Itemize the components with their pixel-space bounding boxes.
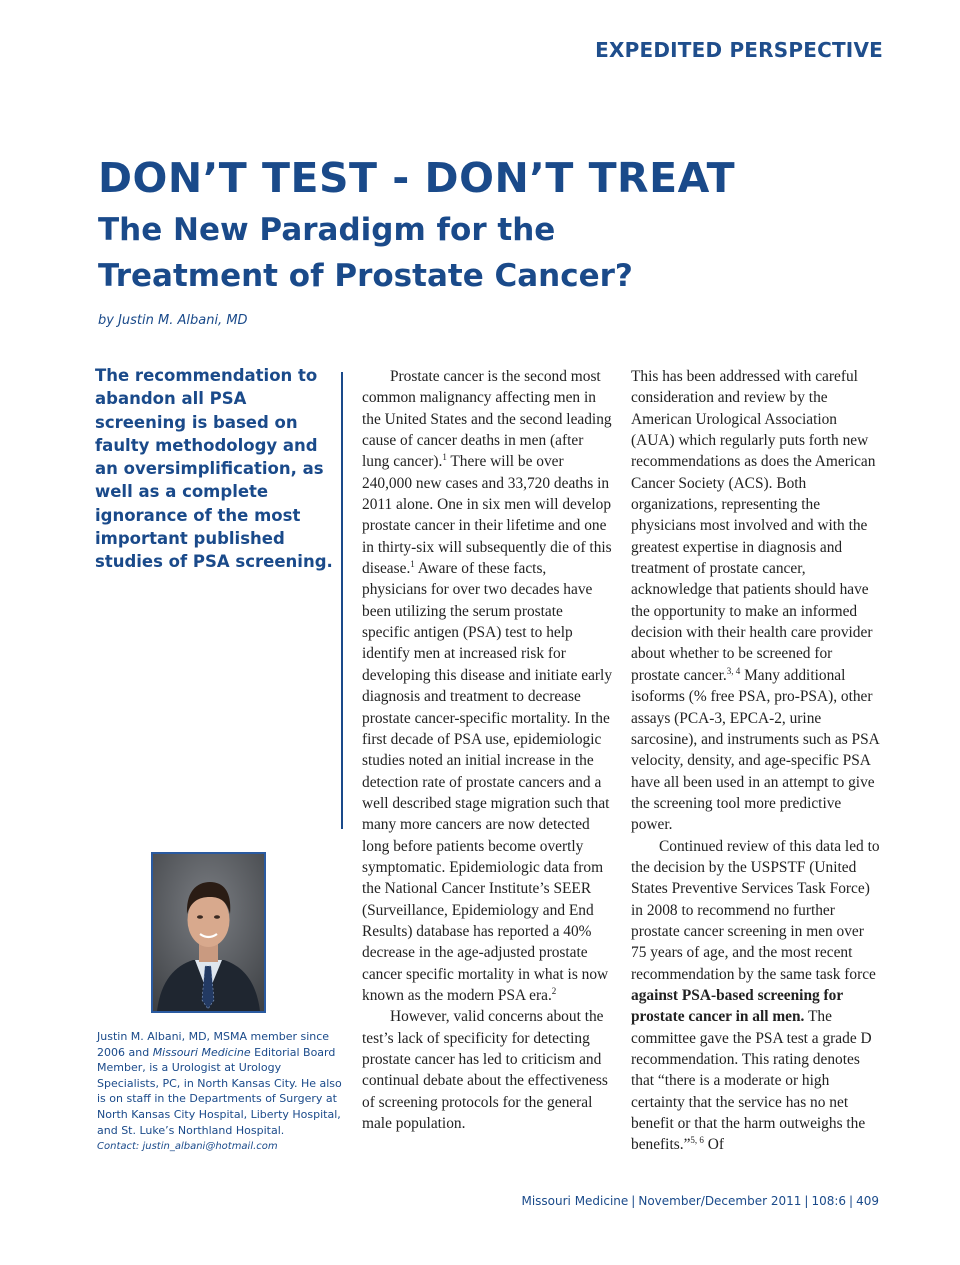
author-contact: Contact: justin_albani@hotmail.com xyxy=(97,1141,278,1153)
bio-text-continued: Editorial Board Member, is a Urologist at Urology Specialists, PC, in North Kansas City. He also is on staff in the Departments of Surgery at North Kansas City Hospital, Liberty Hospital, and St. Luke’s Northland Hospital. xyxy=(97,1045,342,1137)
footer-page-number: 409 xyxy=(856,1194,879,1208)
bio-text: Justin M. Albani, MD, MSMA member since 2006 and xyxy=(97,1030,330,1059)
body-column-2 xyxy=(631,366,881,1156)
article-title: DON’T TEST - DON’T TREAT xyxy=(98,154,736,202)
footer-journal: Missouri Medicine xyxy=(521,1194,629,1208)
body-paragraph: Prostate cancer is the second most common malignancy affecting men in the United States and the second leading cause of cancer deaths in men (after lung cancer).$^1$ There will be over 240,000 new cases and 33,720 deaths in 2011 alone. One in six men will develop prostate cancer in their lifetime and one in thirty-six will subsequently die of this disease.$^1$ Aware of these facts, physicians for over two decades have been utilizing the serum prostate specific antigen (PSA) test to help identify men at increased risk for developing this disease and initiate early diagnosis and treatment to decrease prostate cancer-specific mortality. In the first decade of PSA use, epidemiologic studies noted an initial increase in the detection rate of prostate cancers and a well described stage migration such that many more cancers are now detected long before patients become overtly symptomatic. Epidemiologic data from the National Cancer Institute’s SEER (Surveillance, Epidemiology and End Results) database has reported a 40% decrease in the age-adjusted prostate cancer specific mortality in what is now known as the modern PSA era.$^2$ xyxy=(362,368,613,1004)
footer-volume: 108:6 xyxy=(811,1194,847,1208)
author-portrait-image xyxy=(153,854,264,1011)
journal-name: Missouri Medicine xyxy=(152,1045,251,1059)
pull-quote: The recommendation to abandon all PSA screening is based on faulty methodology and an oversimplification, as well as a complete ignorance of the most important published studies of PSA screening. xyxy=(95,366,333,572)
column-divider xyxy=(341,372,343,829)
body-paragraph: This has been addressed with careful consideration and review by the American Urological Association (AUA) which regularly puts forth new recommendations as does the American Cancer Society (ACS). Both organizations, representing the physicians most involved and with the greatest expertise in diagnosis and treatment of prostate cancer, acknowledge that patients should have the opportunity to make an informed decision with their health care provider about whether to be screened for prostate cancer.$^{3, 4}$ Many additional isoforms (% free PSA, pro-PSA), other assays (PCA-3, EPCA-2, urine sarcosine), and instruments such as PSA velocity, density, and age-specific PSA have all been used in an attempt to give the screening tool more predictive power. xyxy=(631,368,879,834)
body-column-1 xyxy=(362,366,614,1134)
byline: by Justin M. Albani, MD xyxy=(98,313,248,328)
section-label: EXPEDITED PERSPECTIVE xyxy=(595,38,883,62)
article-subtitle: The New Paradigm for the Treatment of Prostate Cancer? xyxy=(98,212,633,294)
author-bio xyxy=(97,1029,342,1155)
author-photo xyxy=(151,852,266,1013)
body-paragraph: However, valid concerns about the test’s lack of specificity for detecting prostate cancer has led to criticism and continual debate about the effectiveness of screening protocols for the general male population. xyxy=(362,1008,608,1133)
page-footer: Missouri Medicine | November/December 2011 | 108:6 | 409 xyxy=(521,1194,879,1208)
footer-issue: November/December 2011 xyxy=(638,1194,802,1208)
body-paragraph: Continued review of this data led to the decision by the USPSTF (United States Preventive Services Task Force) in 2008 to recommend no further prostate cancer screening in men over 75 years of age, and the most recent recommendation by the same task force against PSA-based screening for prostate cancer in all men. The committee gave the PSA test a grade D recommendation. This rating denotes that “there is a moderate or high certainty that the service has no net benefit or that the harm outweighs the benefits.”$^{5, 6}$ Of xyxy=(631,837,880,1154)
